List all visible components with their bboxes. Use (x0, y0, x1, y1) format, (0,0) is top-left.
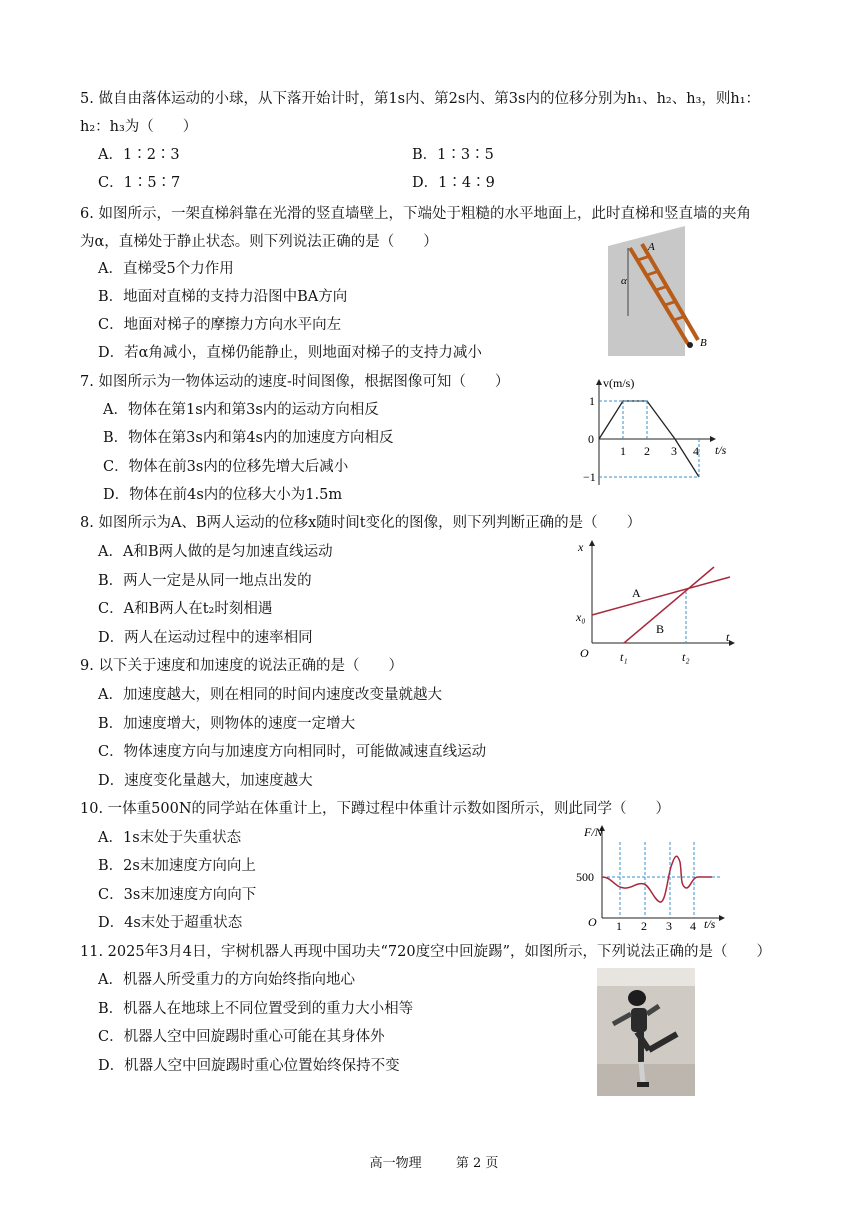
q10-option-c: C．3s末加速度方向向下 (98, 887, 257, 903)
page-footer (0, 1152, 868, 1171)
q10-option-b: B．2s末加速度方向向上 (98, 858, 256, 874)
q5-option-a: A．1∶2∶3 (98, 147, 180, 163)
ft-ylabel: F/N (584, 825, 603, 839)
xt-origin: O (580, 646, 589, 660)
xt-t2: t₂ (682, 650, 690, 664)
q5-option-b: B．1∶3∶5 (412, 147, 494, 163)
q8-option-a: A．A和B两人做的是匀加速直线运动 (98, 544, 333, 560)
vt-origin: 0 (588, 432, 594, 446)
line-a (592, 577, 730, 615)
vt-tick-y1: 1 (589, 394, 595, 408)
ft-guides (602, 842, 720, 918)
vt-tick-ym1: −1 (583, 470, 596, 484)
q6-option-d: D．若α角减小，直梯仍能静止，则地面对梯子的支持力减小 (98, 345, 482, 361)
q6-stem-line1: 6. 如图所示，一架直梯斜靠在光滑的竖直墙壁上，下端处于粗糙的水平地面上，此时直梯和竖直墙的夹角 (80, 206, 751, 222)
q10-option-a: A．1s末处于失重状态 (98, 830, 242, 846)
xt-x0: x₀ (576, 610, 586, 624)
xt-t1: t₁ (620, 650, 628, 664)
q6-option-b: B．地面对直梯的支持力沿图中BA方向 (98, 289, 348, 305)
wall-shade (608, 226, 685, 356)
q9-option-d: D．速度变化量越大，加速度越大 (98, 773, 313, 789)
ft-tick-x2: 2 (641, 919, 647, 933)
footer-subject: 高一物理 (369, 1156, 422, 1171)
ladder-figure (600, 226, 720, 358)
q11-option-c: C．机器人空中回旋踢时重心可能在其身体外 (98, 1029, 385, 1045)
q5-option-d: D．1∶4∶9 (412, 175, 495, 191)
q6-option-c: C．地面对梯子的摩擦力方向水平向左 (98, 317, 342, 333)
q6-stem-line2: 为α，直梯处于静止状态。则下列说法正确的是（ ） (80, 234, 438, 250)
q10-option-d: D．4s末处于超重状态 (98, 915, 243, 931)
xt-xlabel: t (726, 630, 730, 644)
ft-origin: O (588, 915, 597, 929)
vt-tick-x2: 2 (644, 444, 650, 458)
q7-option-d: D．物体在前4s内的位移大小为1.5m (103, 487, 343, 503)
q11-option-d: D．机器人空中回旋踢时重心位置始终保持不变 (98, 1058, 400, 1074)
q9-stem: 9. 以下关于速度和加速度的说法正确的是（ ） (80, 658, 403, 674)
ft-xlabel: t/s (704, 917, 716, 931)
q11-option-b: B．机器人在地球上不同位置受到的重力大小相等 (98, 1001, 414, 1017)
q5-stem-line1: 5. 做自由落体运动的小球，从下落开始计时，第1s内、第2s内、第3s内的位移分别为h₁、h₂、h₃，则h₁： (80, 91, 761, 107)
q11-stem: 11. 2025年3月4日，宇树机器人再现中国功夫“720度空中回旋踢”，如图所示，下列说法正确的是（ ） (80, 944, 772, 960)
robot-photo (597, 968, 695, 1096)
q11-option-a: A．机器人所受重力的方向始终指向地心 (98, 972, 355, 988)
vt-xlabel: t/s (715, 443, 727, 457)
xt-graph (572, 537, 742, 669)
q7-option-b: B．物体在第3s内和第4s内的加速度方向相反 (103, 430, 394, 446)
q7-option-c: C．物体在前3s内的位移先增大后减小 (103, 459, 349, 475)
q8-stem: 8. 如图所示为A、B两人运动的位移x随时间t变化的图像，则下列判断正确的是（ ） (80, 515, 642, 531)
q8-option-c: C．A和B两人在t₂时刻相遇 (98, 601, 273, 617)
label-b: B (700, 337, 707, 349)
q5-stem-line2: h₂：h₃为（ ） (80, 119, 198, 135)
line-b (624, 567, 714, 643)
ft-tick-x1: 1 (616, 919, 622, 933)
q5-option-c: C．1∶5∶7 (98, 175, 181, 191)
ft-tick-500: 500 (576, 870, 594, 884)
q8-option-b: B．两人一定是从同一地点出发的 (98, 573, 312, 589)
vt-graph (575, 375, 735, 495)
xt-ylabel: x (578, 540, 584, 554)
ft-tick-x3: 3 (666, 919, 672, 933)
q7-stem: 7. 如图所示为一物体运动的速度-时间图像，根据图像可知（ ） (80, 374, 510, 390)
q6-option-a: A．直梯受5个力作用 (98, 261, 234, 277)
vt-ylabel: v(m/s) (603, 376, 635, 390)
ft-graph (572, 822, 732, 934)
vt-tick-x4: 4 (693, 444, 699, 458)
vt-tick-x1: 1 (620, 444, 626, 458)
ft-curve (602, 856, 712, 902)
footer-page-number: 第 2 页 (455, 1156, 499, 1171)
q9-option-a: A．加速度越大，则在相同的时间内速度改变量就越大 (98, 687, 442, 703)
q7-option-a: A．物体在第1s内和第3s内的运动方向相反 (103, 402, 379, 418)
label-alpha: α (621, 275, 627, 287)
q9-option-b: B．加速度增大，则物体的速度一定增大 (98, 716, 356, 732)
q9-option-c: C．物体速度方向与加速度方向相同时，可能做减速直线运动 (98, 744, 487, 760)
q10-stem: 10. 一体重500N的同学站在体重计上，下蹲过程中体重计示数如图所示，则此同学（ ） (80, 801, 671, 817)
vt-tick-x3: 3 (671, 444, 677, 458)
ft-tick-x4: 4 (690, 919, 696, 933)
xt-label-a: A (632, 586, 641, 600)
q8-option-d: D．两人在运动过程中的速率相同 (98, 630, 313, 646)
xt-label-b: B (656, 622, 665, 636)
label-a: A (648, 241, 655, 253)
